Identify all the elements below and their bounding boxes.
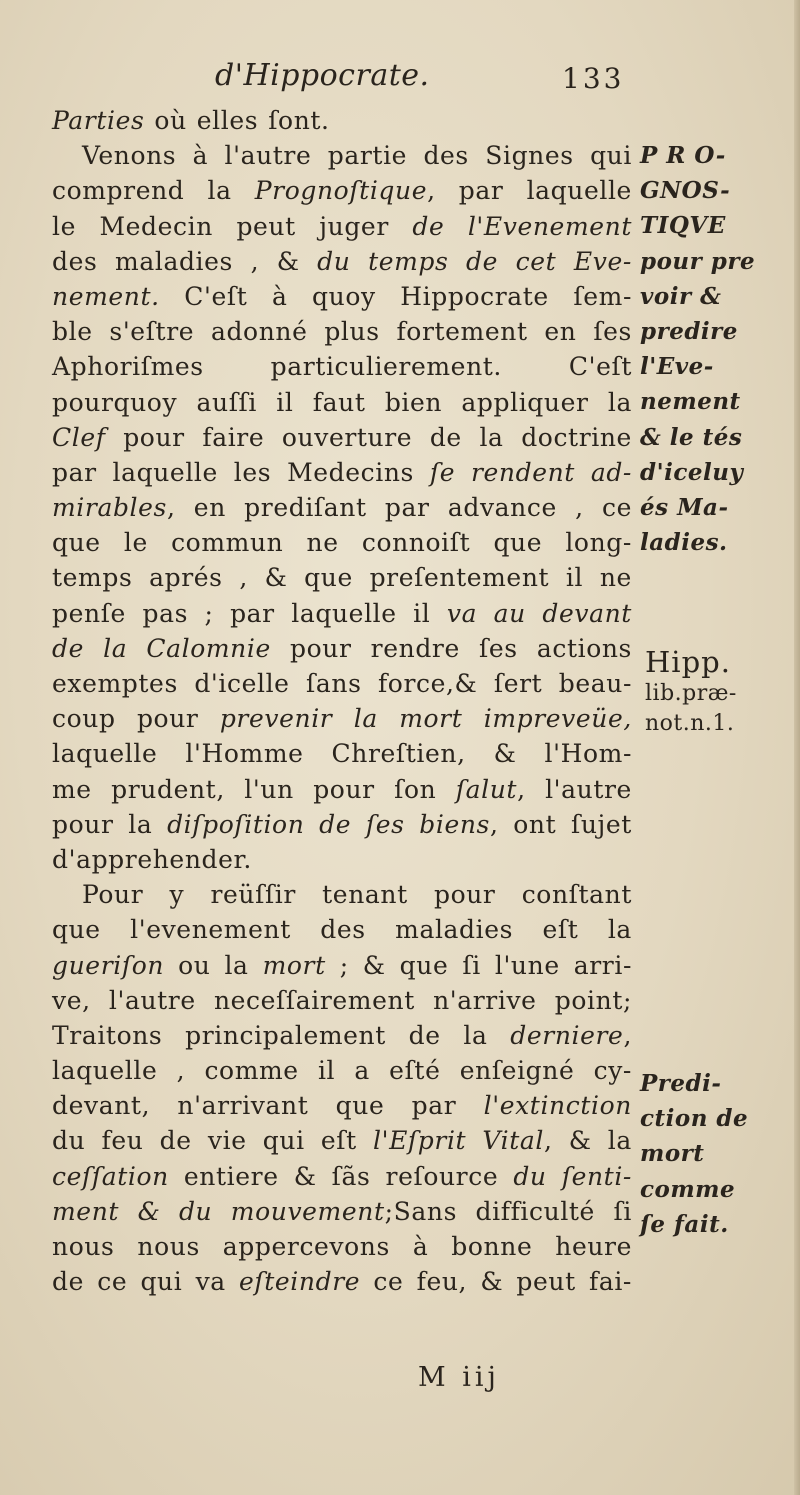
word: ſenti- (561, 1161, 632, 1191)
word: doctrine (521, 422, 632, 452)
text-line (52, 103, 632, 138)
word: ſert (493, 669, 543, 698)
signature-mark: M iij (418, 1362, 500, 1393)
word: commun (171, 528, 284, 558)
word: , (239, 563, 248, 593)
text-line (52, 385, 632, 420)
word: par (384, 493, 430, 523)
word: nement. (52, 281, 160, 311)
word: pour (136, 704, 199, 734)
word: mirables, (52, 493, 176, 523)
word: exemptes (52, 669, 178, 698)
text-line (52, 666, 632, 701)
word: pour (52, 809, 114, 839)
word: ſujet (570, 809, 632, 839)
word: comprend (52, 176, 185, 206)
word: faire (202, 422, 265, 452)
word: ſans (306, 669, 362, 698)
word: qui (262, 1126, 305, 1156)
word: pourquoy (52, 387, 178, 417)
word: biens, (419, 809, 499, 839)
word: plus (324, 317, 380, 347)
word: pas (142, 598, 189, 628)
word: & (493, 739, 517, 769)
word: les (233, 457, 272, 487)
body-text (52, 103, 632, 1299)
reference-line: lib.præ- (645, 681, 737, 706)
word: ve, (52, 985, 91, 1015)
word: que (493, 528, 543, 558)
margin-note-line: és Ma- (640, 493, 729, 521)
word: pour (313, 774, 375, 804)
word: qui (140, 1267, 183, 1297)
word: C'eſt (568, 352, 632, 382)
word: du (178, 1196, 213, 1226)
word: particulierement. (270, 352, 502, 382)
word: de (408, 1020, 441, 1050)
word: ſont. (268, 106, 330, 135)
word: l'Homme (185, 739, 304, 769)
margin-note-line: pour pre (640, 247, 756, 275)
word: & (568, 1126, 592, 1156)
word: par (52, 457, 97, 487)
word: beau- (558, 669, 632, 698)
word: ſalut, (455, 774, 526, 804)
word: par (230, 598, 275, 628)
margin-note-line: predire (640, 317, 738, 345)
word: prediſant (244, 493, 367, 523)
word: pour (123, 422, 185, 452)
word: des (423, 141, 469, 171)
word: d'icelle (194, 669, 290, 698)
word: en (193, 493, 226, 523)
word: preſentement (369, 563, 550, 593)
word: coup (52, 704, 116, 734)
text-line (52, 631, 632, 666)
text-line (52, 420, 632, 455)
word: laquelle (291, 598, 397, 628)
word: me (52, 774, 92, 804)
word: le (123, 528, 148, 558)
word: le (52, 211, 76, 241)
margin-note-line: voir & (640, 282, 722, 310)
word: neceſſairement (213, 985, 415, 1015)
text-line (52, 912, 632, 947)
text-line (52, 596, 632, 631)
word: pour (290, 633, 352, 663)
text-line (52, 736, 632, 771)
word: bonne (451, 1232, 533, 1261)
word: de (52, 1267, 84, 1297)
word: Vital, (482, 1126, 553, 1156)
word: Medecins (287, 457, 414, 487)
text-line (52, 1229, 632, 1264)
margin-note-line: mort (640, 1140, 705, 1168)
word: long- (565, 528, 632, 558)
word: va (446, 598, 478, 628)
word: l'extinction (483, 1091, 632, 1121)
word: s'eſtre (109, 317, 195, 347)
text-line (52, 1159, 632, 1194)
word: en (544, 317, 577, 347)
margin-note-line: P R O- (640, 142, 726, 169)
text-line (52, 314, 632, 349)
word: ſe (429, 457, 456, 487)
word: a (354, 1056, 370, 1086)
word: Prognoſtique, (254, 176, 436, 206)
word: enſeigné (459, 1056, 575, 1086)
word: & (137, 1196, 161, 1226)
word: de (319, 809, 352, 839)
word: que (399, 950, 449, 980)
word: ; (204, 598, 214, 628)
margin-note-line: TIQVE (640, 212, 726, 240)
word: diſpoſition (167, 809, 305, 839)
word: appliquer (461, 387, 589, 417)
word: rendre (370, 633, 460, 663)
word: penſe (52, 598, 126, 628)
word: de (412, 211, 445, 241)
word: & (276, 246, 300, 276)
word: l'autre (545, 774, 632, 804)
word: aprés (149, 563, 223, 593)
word: au (493, 598, 526, 628)
word: la (607, 915, 632, 945)
word: l'autre (224, 141, 312, 171)
word: point; (554, 985, 632, 1015)
page-edge (794, 0, 800, 1495)
word: , (250, 246, 260, 276)
word: fai- (588, 1267, 632, 1297)
word: de (466, 246, 499, 276)
word: faut (312, 387, 366, 417)
margin-note-line: ction de (640, 1105, 749, 1133)
word: que (52, 915, 101, 945)
word: de (429, 422, 462, 452)
word: la (103, 633, 128, 663)
margin-note-reference (645, 645, 795, 739)
text-line (52, 701, 632, 736)
word: Medecin (99, 211, 213, 241)
word: Hippocrate (400, 281, 549, 311)
word: ſes (593, 317, 632, 347)
word: impreveüe, (483, 704, 632, 734)
word: eſt (542, 915, 579, 945)
margin-note-line: comme (640, 1175, 736, 1203)
word: temps (368, 246, 449, 276)
word: devant (542, 598, 632, 628)
word: C'eſt (184, 281, 248, 311)
word: mouvement;Sans (230, 1196, 457, 1226)
word: ſi (462, 950, 481, 980)
word: mort (399, 704, 463, 734)
word: n'arrivant (177, 1091, 309, 1121)
word: laquelle (52, 1056, 158, 1086)
word: que (335, 1091, 385, 1121)
word: eſté (389, 1056, 441, 1086)
word: eſteindre (239, 1267, 361, 1297)
word: où (154, 106, 187, 135)
word: prevenir (219, 704, 333, 734)
margin-note-line: Predi- (640, 1070, 722, 1097)
text-line (52, 455, 632, 490)
word: fortement (396, 317, 528, 347)
word: Clef (52, 422, 106, 452)
word: la (463, 1020, 488, 1050)
text-line (52, 842, 632, 877)
word: laquelle (52, 739, 158, 769)
text-line (52, 525, 632, 560)
word: cet (515, 246, 557, 276)
word: difficulté (475, 1196, 595, 1226)
word: par (411, 1091, 457, 1121)
word: Calomnie (146, 633, 271, 663)
word: nous (137, 1232, 200, 1261)
word: ment (52, 1196, 120, 1226)
word: comme (204, 1056, 299, 1086)
word: la (607, 387, 632, 417)
word: il (413, 598, 431, 628)
margin-note-prognostique (640, 138, 790, 560)
word: temps (52, 563, 133, 593)
word: force,& (377, 669, 478, 698)
word: , (176, 1056, 186, 1086)
text-line (52, 560, 632, 595)
word: à (412, 1232, 429, 1261)
text-line (52, 349, 632, 384)
word: n'arrive (433, 985, 537, 1015)
word: la (224, 950, 249, 980)
word: bien (384, 387, 443, 417)
word: derniere, (510, 1020, 632, 1050)
text-line (52, 877, 632, 912)
word: ce (97, 1267, 128, 1297)
text-line (52, 279, 632, 314)
word: maladies (395, 915, 514, 945)
word: ce (373, 1267, 404, 1297)
word: ouverture (281, 422, 413, 452)
text-line (52, 1194, 632, 1229)
word: ou (178, 950, 211, 980)
word: l'un (244, 774, 294, 804)
word: du (52, 1126, 86, 1156)
word: ſes (479, 633, 518, 663)
word: arri- (573, 950, 632, 980)
text-line (52, 173, 632, 208)
word: ſem- (573, 281, 632, 311)
word: Aphoriſmes (52, 352, 204, 382)
word: tenant (322, 880, 408, 910)
word: à (271, 281, 288, 311)
word: devant, (52, 1091, 151, 1121)
word: laquelle (112, 457, 218, 487)
word: d'apprehender. (52, 844, 252, 874)
word: ſon (394, 774, 437, 804)
text-line (52, 1264, 632, 1299)
word: connoiſt (361, 528, 471, 558)
word: ſãs (331, 1161, 371, 1191)
word: il (276, 387, 294, 417)
word: ne (599, 563, 632, 593)
word: ble (52, 317, 93, 347)
word: rendent (470, 457, 575, 487)
word: qui (590, 141, 632, 171)
word: quoy (312, 281, 376, 311)
word: heure (555, 1232, 632, 1261)
word: la (607, 1126, 632, 1156)
text-line (52, 948, 632, 983)
text-line (52, 1018, 632, 1053)
word: il (317, 1056, 336, 1086)
word: ne (306, 528, 339, 558)
word: peut (516, 1267, 576, 1297)
word: reſource (385, 1161, 499, 1191)
text-line (52, 1088, 632, 1123)
word: elles (196, 106, 259, 135)
word: que (52, 528, 101, 558)
margin-note-line: nement (640, 388, 741, 416)
text-line (52, 1053, 632, 1088)
text-line (52, 138, 632, 173)
word: l'Evenement (467, 211, 632, 241)
word: l'une (494, 950, 560, 980)
word: à (192, 141, 209, 171)
word: Traitons (52, 1020, 163, 1050)
text-line (52, 209, 632, 244)
word: ad- (590, 457, 632, 487)
word: & (293, 1161, 317, 1191)
word: du (317, 246, 351, 276)
margin-note-line: ladies. (640, 529, 728, 557)
word: mort (262, 950, 326, 980)
word: par (458, 176, 504, 206)
word: Eve- (573, 246, 632, 276)
margin-note-line: & le tés (640, 423, 743, 451)
word: Venons (82, 141, 177, 171)
word: & (480, 1267, 504, 1297)
word: adonné (210, 317, 308, 347)
margin-note-line: ſe fait. (640, 1210, 729, 1238)
word: de (159, 1126, 192, 1156)
page-number: 133 (562, 62, 625, 95)
word: pour (433, 880, 496, 910)
word: laquelle (526, 176, 632, 206)
word: la (353, 704, 378, 734)
word: feu (101, 1126, 144, 1156)
word: la (207, 176, 232, 206)
word: appercevons (222, 1232, 390, 1261)
word: ont (513, 809, 557, 839)
word: , (575, 493, 584, 523)
word: & (264, 563, 288, 593)
word: conſtant (521, 880, 632, 910)
word: Signes (485, 141, 574, 171)
word: il (565, 563, 584, 593)
word: y (169, 880, 185, 910)
text-line (52, 1123, 632, 1158)
word: la (479, 422, 504, 452)
word: de (52, 633, 84, 663)
margin-note-line: l'Eve- (640, 353, 714, 381)
word: ſi (613, 1196, 632, 1226)
word: actions (536, 633, 632, 663)
reference-line: Hipp. (645, 645, 731, 679)
word: & (362, 950, 386, 980)
word: des (320, 915, 366, 945)
word: gueriſon (52, 950, 165, 980)
word: principalement (185, 1020, 386, 1050)
word: reüſſir (210, 880, 296, 910)
word: feu, (416, 1267, 468, 1297)
word: ceſſation (52, 1161, 169, 1191)
word: l'evenement (130, 915, 291, 945)
word: la (128, 809, 153, 839)
word: Pour (82, 880, 144, 910)
reference-line: not.n.1. (645, 711, 735, 736)
text-line (52, 244, 632, 279)
word: Chreſtien, (331, 739, 466, 769)
word: l'Hom- (544, 739, 632, 769)
text-line (52, 983, 632, 1018)
word: nous (52, 1232, 115, 1261)
word: peut (236, 211, 296, 241)
word: ce (601, 493, 632, 523)
word: l'autre (108, 985, 196, 1015)
text-line (52, 807, 632, 842)
word: l'Eſprit (373, 1126, 467, 1156)
word: du (513, 1161, 547, 1191)
word: ſes (365, 809, 405, 839)
margin-note-line: GNOS- (640, 177, 731, 205)
running-head: d'Hippocrate. (215, 58, 430, 93)
word: eſt (320, 1126, 357, 1156)
margin-note-line: d'iceluy (640, 458, 744, 486)
word: auſſi (196, 387, 257, 417)
margin-note-prediction (640, 1066, 790, 1242)
word: entiere (183, 1161, 279, 1191)
word: advance (447, 493, 557, 523)
word: va (195, 1267, 226, 1297)
word: partie (327, 141, 408, 171)
word: que (304, 563, 353, 593)
text-line (52, 772, 632, 807)
word: cy- (593, 1056, 632, 1086)
word: ; (339, 950, 349, 980)
word: des (52, 246, 98, 276)
text-line (52, 490, 632, 525)
word: Parties (52, 106, 145, 135)
word: maladies (115, 246, 233, 276)
word: vie (207, 1126, 247, 1156)
word: juger (319, 211, 389, 241)
word: prudent, (111, 774, 225, 804)
